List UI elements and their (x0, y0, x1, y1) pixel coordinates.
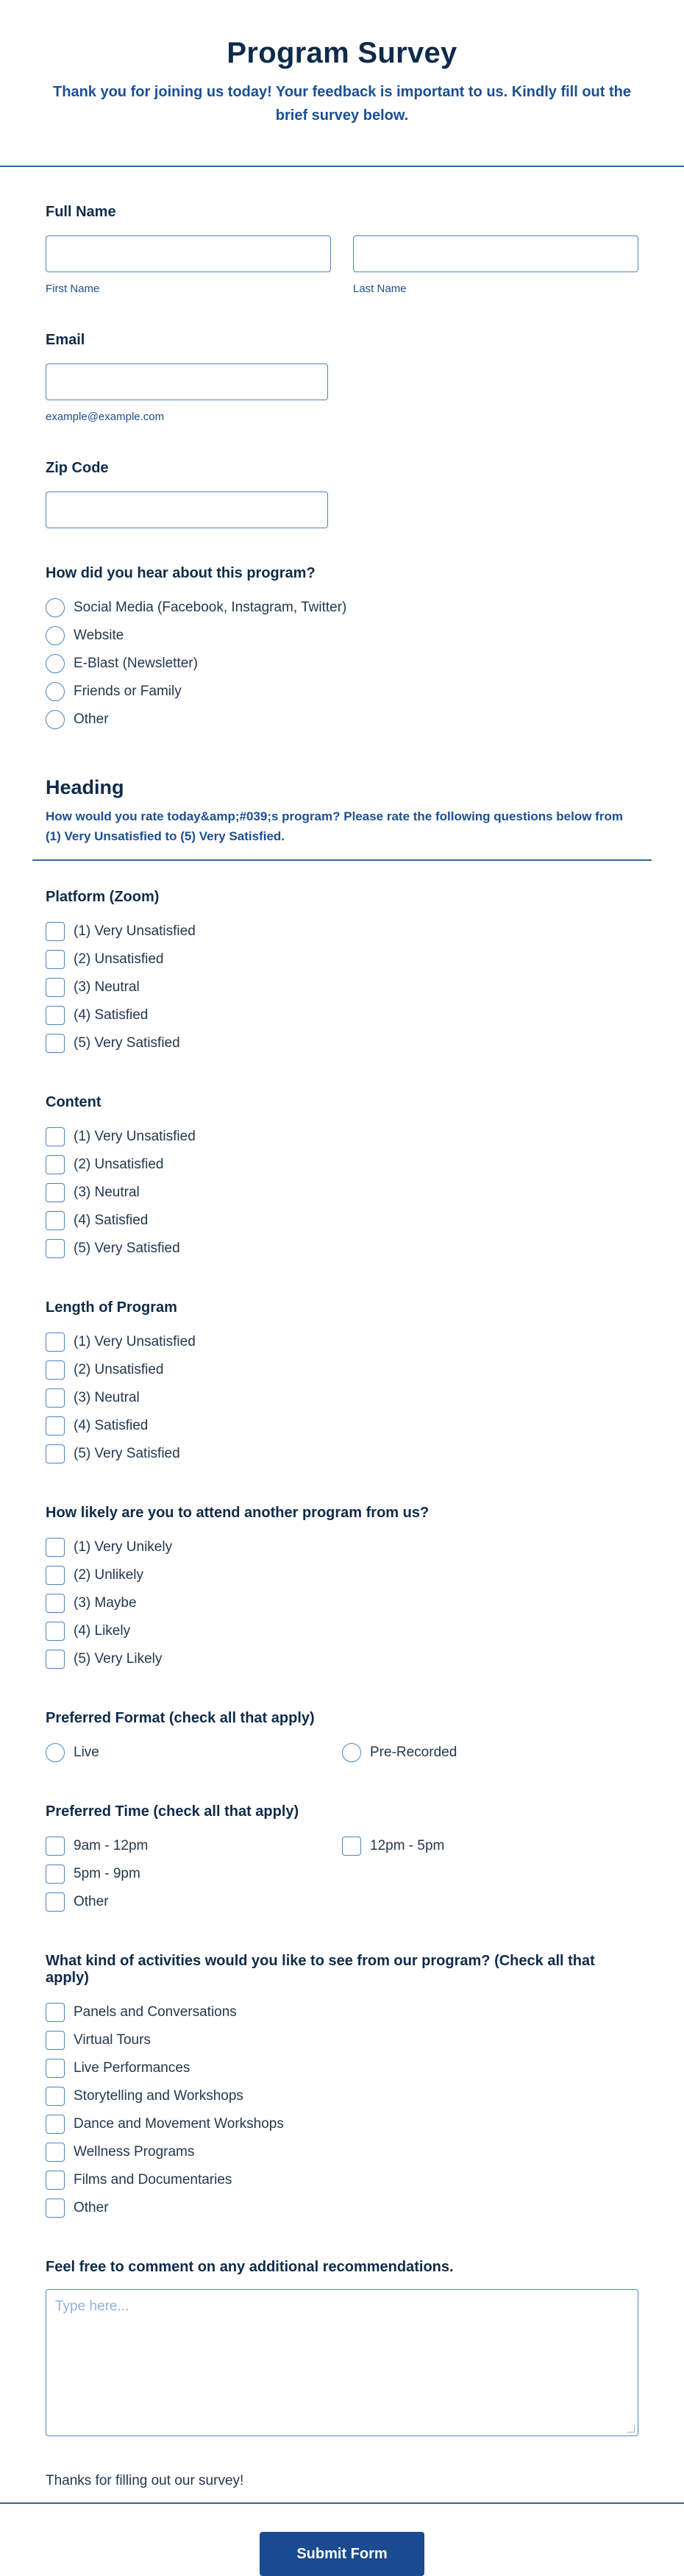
option-label: (3) Maybe (74, 1595, 137, 1611)
header-divider (0, 166, 684, 167)
content-option[interactable] (46, 1123, 638, 1151)
option-label: Dance and Movement Workshops (74, 2116, 284, 2132)
checkbox[interactable] (46, 1034, 65, 1053)
option-label: (3) Neutral (74, 979, 140, 995)
length-field (46, 1299, 638, 1468)
checkbox[interactable] (46, 1594, 65, 1613)
activity-option[interactable] (46, 2166, 638, 2194)
section-description: How would you rate today&amp;#039;s program? Please rate the following questions below from (1) Very Unsatisfied to (5) Very Satisfied. (46, 809, 623, 843)
hear-option[interactable] (46, 622, 638, 650)
activity-option[interactable] (46, 1998, 638, 2026)
option-label: 5pm - 9pm (74, 1866, 140, 1881)
zip-input[interactable] (46, 492, 328, 528)
activity-option[interactable] (46, 2054, 638, 2082)
option-label: Social Media (Facebook, Instagram, Twitter) (74, 600, 347, 615)
checkbox[interactable] (46, 2199, 65, 2218)
radio-button[interactable] (342, 1743, 361, 1762)
format-field (46, 1710, 638, 1767)
checkbox[interactable] (46, 2115, 65, 2134)
checkbox[interactable] (46, 1388, 65, 1408)
option-label: (3) Neutral (74, 1390, 140, 1405)
checkbox[interactable] (46, 1333, 65, 1352)
platform-option[interactable] (46, 918, 638, 945)
content-option[interactable] (46, 1235, 638, 1263)
time-option[interactable] (46, 1860, 342, 1888)
option-label: (4) Satisfied (74, 1418, 149, 1433)
option-label: 9am - 12pm (74, 1838, 149, 1853)
option-label: Virtual Tours (74, 2032, 151, 2048)
checkbox[interactable] (46, 1006, 65, 1025)
checkbox[interactable] (46, 1416, 65, 1436)
checkbox[interactable] (46, 1360, 65, 1380)
checkbox[interactable] (46, 1183, 65, 1202)
checkbox[interactable] (46, 978, 65, 997)
option-label: (2) Unsatisfied (74, 1362, 164, 1377)
length-option[interactable] (46, 1356, 638, 1384)
thanks-text: Thanks for filling out our survey! (46, 2473, 244, 2488)
option-label: Live Performances (74, 2060, 190, 2076)
option-label: (5) Very Satisfied (74, 1241, 180, 1256)
checkbox[interactable] (46, 1566, 65, 1585)
radio-button[interactable] (46, 1743, 65, 1762)
option-label: (4) Satisfied (74, 1007, 149, 1023)
hear-field (46, 565, 638, 734)
checkbox[interactable] (46, 1650, 65, 1669)
submit-button[interactable]: Submit Form (260, 2532, 424, 2576)
option-label: (5) Very Likely (74, 1651, 163, 1667)
platform-option[interactable] (46, 945, 638, 973)
format-label: Preferred Format (check all that apply) (46, 1710, 315, 1726)
activity-option[interactable] (46, 2082, 638, 2110)
checkbox[interactable] (46, 2031, 65, 2050)
checkbox[interactable] (46, 2171, 65, 2190)
hear-option[interactable] (46, 594, 638, 622)
likely-option[interactable] (46, 1589, 638, 1617)
content-field (46, 1094, 638, 1263)
email-field (46, 332, 638, 423)
checkbox[interactable] (46, 1837, 65, 1856)
option-label: Panels and Conversations (74, 2004, 237, 2020)
radio-button[interactable] (46, 598, 65, 617)
platform-field (46, 889, 638, 1057)
option-label: Live (74, 1745, 99, 1760)
comments-label: Feel free to comment on any additional recommendations. (46, 2259, 454, 2275)
checkbox[interactable] (342, 1837, 361, 1856)
hear-option[interactable] (46, 678, 638, 706)
last-name-sublabel: Last Name (353, 283, 407, 295)
first-name-input[interactable] (46, 235, 331, 272)
rating-section (46, 776, 638, 861)
length-option[interactable] (46, 1384, 638, 1412)
radio-button[interactable] (46, 682, 65, 701)
activity-option[interactable] (46, 2194, 638, 2222)
full-name-label: Full Name (46, 204, 116, 220)
email-input[interactable] (46, 363, 328, 400)
length-label: Length of Program (46, 1299, 177, 1316)
format-option[interactable] (342, 1739, 638, 1767)
form-body (0, 204, 684, 2489)
activities-field (46, 1953, 638, 2222)
option-label: (1) Very Unsatisfied (74, 1334, 196, 1349)
checkbox[interactable] (46, 1538, 65, 1557)
option-label: Wellness Programs (74, 2144, 195, 2160)
option-label: (2) Unlikely (74, 1567, 144, 1583)
time-option[interactable] (342, 1832, 638, 1860)
option-label: Website (74, 628, 124, 643)
activity-option[interactable] (46, 2026, 638, 2054)
option-label: Other (74, 712, 109, 727)
email-label: Email (46, 332, 85, 348)
option-label: (4) Satisfied (74, 1213, 149, 1228)
option-label: (1) Very Unikely (74, 1539, 173, 1555)
textarea-placeholder: Type here... (55, 2299, 129, 2314)
page-title: Program Survey (227, 37, 457, 69)
checkbox[interactable] (46, 922, 65, 941)
hear-option[interactable] (46, 650, 638, 678)
time-option[interactable] (46, 1832, 342, 1860)
option-label: (4) Likely (74, 1623, 131, 1639)
platform-label: Platform (Zoom) (46, 889, 160, 905)
form-footer (0, 2502, 684, 2576)
comments-field (46, 2259, 638, 2436)
radio-button[interactable] (46, 654, 65, 673)
platform-option[interactable] (46, 973, 638, 1001)
option-label: Storytelling and Workshops (74, 2088, 243, 2104)
length-option[interactable] (46, 1328, 638, 1356)
full-name-field (46, 204, 638, 295)
platform-option[interactable] (46, 1029, 638, 1057)
time-field (46, 1803, 638, 1916)
checkbox[interactable] (46, 2059, 65, 2078)
checkbox[interactable] (46, 950, 65, 969)
option-label: (2) Unsatisfied (74, 1157, 164, 1172)
checkbox[interactable] (46, 1155, 65, 1174)
checkbox[interactable] (46, 1622, 65, 1641)
likely-option[interactable] (46, 1617, 638, 1645)
page-subtitle: Thank you for joining us today! Your feedback is important to us. Kindly fill out the brief survey below. (53, 84, 631, 124)
activity-option[interactable] (46, 2138, 638, 2166)
activity-option[interactable] (46, 2110, 638, 2138)
activities-label: What kind of activities would you like to see from our program? (Check all that apply) (46, 1953, 595, 1986)
option-label: Other (74, 1894, 109, 1909)
comments-textarea[interactable] (46, 2289, 638, 2436)
length-option[interactable] (46, 1440, 638, 1468)
option-label: 12pm - 5pm (370, 1838, 445, 1853)
likely-label: How likely are you to attend another program from us? (46, 1505, 430, 1521)
section-divider (32, 859, 652, 861)
content-option[interactable] (46, 1207, 638, 1235)
section-heading: Heading (46, 776, 124, 798)
first-name-sublabel: First Name (46, 283, 100, 295)
option-label: (1) Very Unsatisfied (74, 923, 196, 939)
option-label: (5) Very Satisfied (74, 1446, 180, 1461)
email-sublabel: example@example.com (46, 411, 165, 423)
checkbox[interactable] (46, 2143, 65, 2162)
checkbox[interactable] (46, 2003, 65, 2022)
option-label: Friends or Family (74, 684, 182, 699)
platform-option[interactable] (46, 1001, 638, 1029)
option-label: (2) Unsatisfied (74, 951, 164, 967)
checkbox[interactable] (46, 1211, 65, 1230)
content-option[interactable] (46, 1151, 638, 1179)
content-option[interactable] (46, 1179, 638, 1207)
zip-field (46, 460, 638, 528)
last-name-input[interactable] (353, 235, 638, 272)
zip-label: Zip Code (46, 460, 109, 476)
likely-option[interactable] (46, 1561, 638, 1589)
checkbox[interactable] (46, 1892, 65, 1912)
option-label: Other (74, 2200, 109, 2215)
option-label: Pre-Recorded (370, 1745, 457, 1760)
hear-option[interactable] (46, 706, 638, 734)
option-label: Films and Documentaries (74, 2172, 232, 2188)
checkbox[interactable] (46, 1864, 65, 1884)
resize-handle-icon[interactable] (627, 2425, 635, 2433)
option-label: (5) Very Satisfied (74, 1035, 180, 1051)
time-label: Preferred Time (check all that apply) (46, 1803, 299, 1820)
format-option[interactable] (46, 1739, 342, 1767)
likely-option[interactable] (46, 1533, 638, 1561)
likely-option[interactable] (46, 1645, 638, 1673)
content-label: Content (46, 1094, 101, 1110)
option-label: (1) Very Unsatisfied (74, 1129, 196, 1144)
option-label: E-Blast (Newsletter) (74, 656, 198, 671)
form-header (0, 0, 684, 166)
radio-button[interactable] (46, 626, 65, 645)
hear-label: How did you hear about this program? (46, 565, 316, 581)
checkbox[interactable] (46, 1127, 65, 1146)
checkbox[interactable] (46, 1239, 65, 1258)
checkbox[interactable] (46, 1444, 65, 1463)
length-option[interactable] (46, 1412, 638, 1440)
checkbox[interactable] (46, 2087, 65, 2106)
likely-field (46, 1505, 638, 1673)
option-label: (3) Neutral (74, 1185, 140, 1200)
time-option[interactable] (46, 1888, 342, 1916)
radio-button[interactable] (46, 710, 65, 729)
